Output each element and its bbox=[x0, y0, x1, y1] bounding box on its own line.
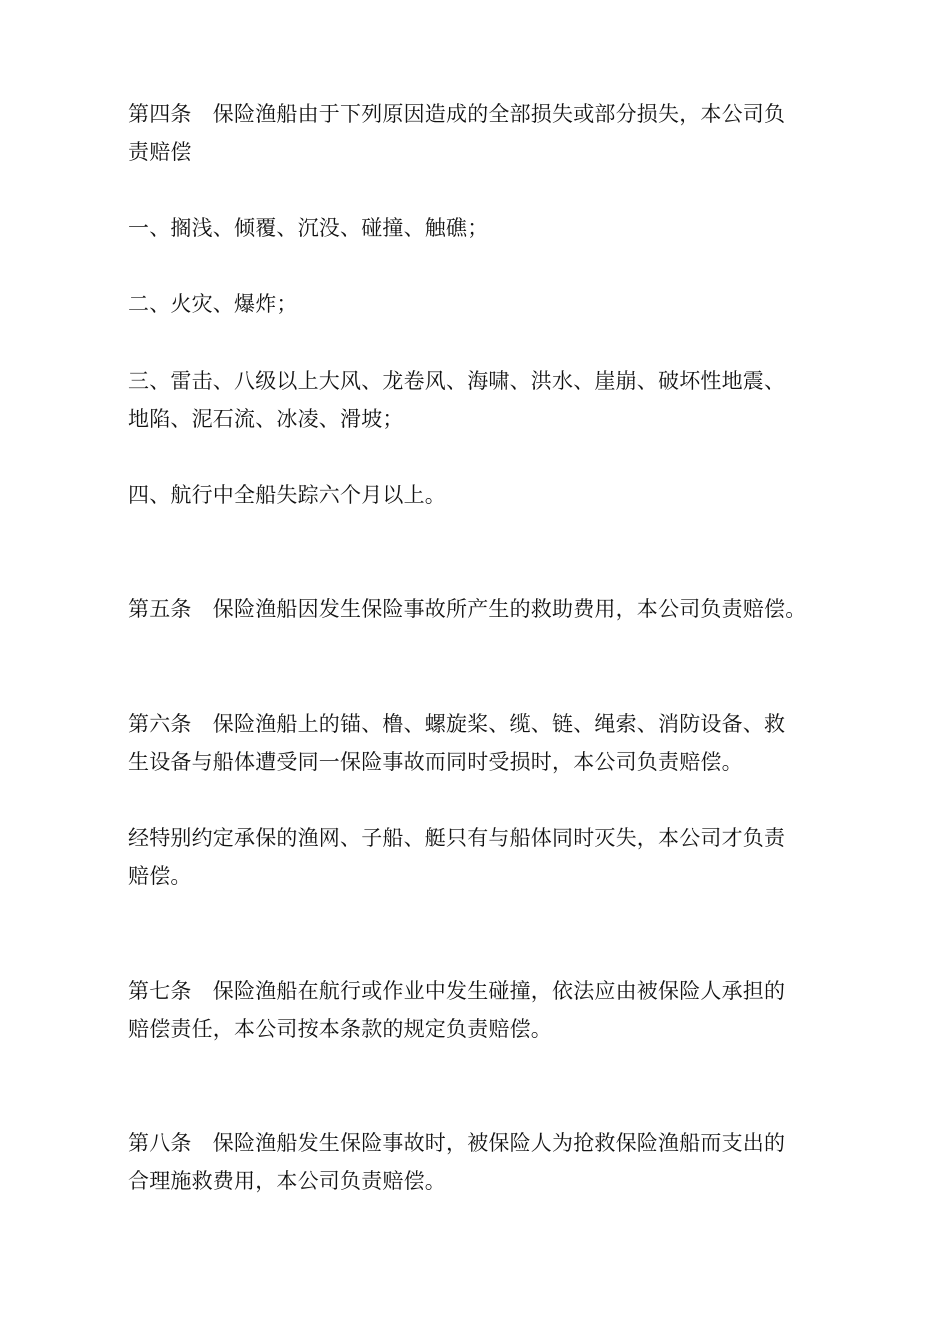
article-4-item-3-line-1: 三、雷击、八级以上大风、龙卷风、海啸、洪水、崖崩、破坏性地震、 bbox=[128, 369, 786, 393]
article-5: 第五条 保险渔船因发生保险事故所产生的救助费用，本公司负责赔偿。 bbox=[128, 597, 807, 621]
article-6-para-2-line-1: 经特别约定承保的渔网、子船、艇只有与船体同时灭失，本公司才负责 bbox=[128, 826, 786, 850]
article-4-item-1: 一、搁浅、倾覆、沉没、碰撞、触礁； bbox=[128, 216, 489, 240]
article-6-para-2-line-2: 赔偿。 bbox=[128, 864, 192, 888]
article-4-line-1: 第四条 保险渔船由于下列原因造成的全部损失或部分损失，本公司负 bbox=[128, 102, 786, 126]
article-8-line-2: 合理施救费用，本公司负责赔偿。 bbox=[128, 1169, 446, 1193]
article-4-item-3-line-2: 地陷、泥石流、冰凌、滑坡； bbox=[128, 407, 404, 431]
article-4-item-2: 二、火灾、爆炸； bbox=[128, 292, 298, 316]
article-7-line-2: 赔偿责任，本公司按本条款的规定负责赔偿。 bbox=[128, 1017, 552, 1041]
article-7-line-1: 第七条 保险渔船在航行或作业中发生碰撞，依法应由被保险人承担的 bbox=[128, 979, 786, 1003]
article-4-item-4: 四、航行中全船失踪六个月以上。 bbox=[128, 483, 446, 507]
article-8-line-1: 第八条 保险渔船发生保险事故时，被保险人为抢救保险渔船而支出的 bbox=[128, 1131, 786, 1155]
article-4-line-2: 责赔偿 bbox=[128, 140, 192, 164]
article-6-line-1: 第六条 保险渔船上的锚、橹、螺旋桨、缆、链、绳索、消防设备、救 bbox=[128, 712, 786, 736]
article-6-line-2: 生设备与船体遭受同一保险事故而同时受损时，本公司负责赔偿。 bbox=[128, 750, 743, 774]
